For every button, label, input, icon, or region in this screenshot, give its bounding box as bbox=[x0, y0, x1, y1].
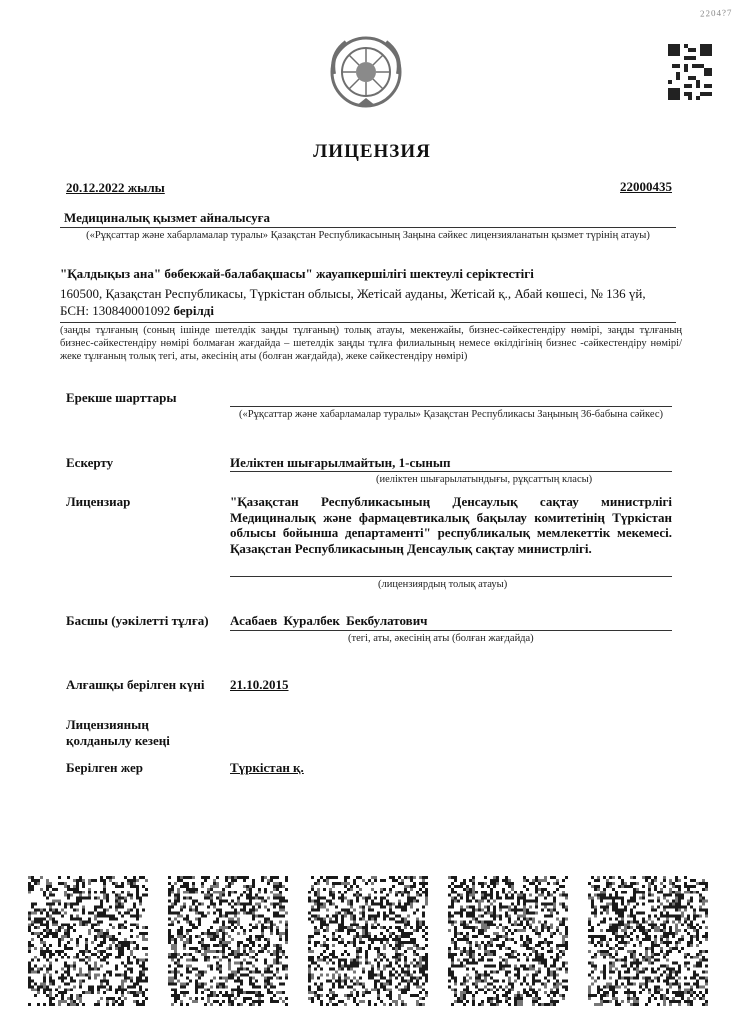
first-issued-label: Алғашқы берілген күні bbox=[66, 677, 205, 692]
place-label: Берілген жер bbox=[66, 760, 143, 775]
corner-serial: 2204?7 bbox=[699, 7, 733, 19]
security-pattern bbox=[448, 876, 568, 1006]
document-title: ЛИЦЕНЗИЯ bbox=[313, 141, 431, 162]
head-note: (тегі, аты, әкесінің аты (болған жағдайда) bbox=[348, 633, 534, 644]
first-issued-value: 21.10.2015 bbox=[230, 677, 289, 692]
security-pattern bbox=[168, 876, 288, 1006]
activity-note: («Рұқсаттар және хабарламалар туралы» Қазақстан Республикасының Заңына сәйкес лицензияланатын қызмет түрінің атауы) bbox=[86, 230, 650, 241]
divider bbox=[230, 630, 672, 631]
divider bbox=[60, 227, 676, 228]
activity-type: Медициналық қызмет айналысуға bbox=[64, 210, 271, 225]
holder-address-text: 160500, Қазақстан Республикасы, Түркістан облысы, Жетісай ауданы, Жетісай қ., Абай көшесі, № 136 үй, БСН: 130840001092 bbox=[60, 286, 646, 318]
divider bbox=[230, 471, 672, 472]
state-emblem-icon bbox=[328, 34, 404, 110]
qr-code-icon bbox=[668, 44, 712, 100]
holder-address bbox=[60, 285, 672, 319]
remark-label: Ескерту bbox=[66, 455, 114, 470]
holder-note: (заңды тұлғаның (соның ішінде шетелдік заңды тұлғаның) толық атауы, мекенжайы, бизнес-сәйкестендіру нөмірі, заңды тұлғаның бизнес-сәйкестендіру нөмірі болмаған жағдайда – шетелдік заңды тұлға филиалының немесе өкілдігінің бизнес -сәйкестендіру нөмірі/жеке тұлғаның толық тегі, аты, әкесінің аты (болған жағдайда), жеке сәйкестендіру нөмірі) bbox=[60, 325, 682, 362]
licensor-value: "Қазақстан Республикасының Денсаулық сақтау министрлігі Медициналық және фармацевтикалық бақылау комитетінің Түркістан облысы бойынша департаменті" республикалық мемлекеттік мекемесі. Қазақстан Республикасының Денсаулық сақтау министрлігі. bbox=[230, 494, 672, 556]
remark-note: (иеліктен шығарылатындығы, рұқсаттың класы) bbox=[376, 474, 593, 485]
special-conditions-note: («Рұқсаттар және хабарламалар туралы» Қазақстан Республикасы Заңының 36-бабына сәйкес) bbox=[239, 409, 663, 420]
divider bbox=[230, 406, 672, 407]
head-value: Асабаев Куралбек Бекбулатович bbox=[230, 613, 428, 628]
divider bbox=[230, 576, 672, 577]
validity-label: Лицензияның қолданылу кезеңі bbox=[66, 717, 170, 748]
place-value: Түркістан қ. bbox=[230, 760, 304, 775]
licensor-note: (лицензиярдың толық атауы) bbox=[378, 579, 508, 590]
license-number: 22000435 bbox=[620, 179, 672, 194]
holder-name: "Қалдықыз ана" бөбекжай-балабақшасы" жауапкершілігі шектеулі серіктестігі bbox=[60, 266, 534, 281]
issued-word: берілді bbox=[173, 303, 214, 318]
issue-date: 20.12.2022 жылы bbox=[66, 180, 165, 195]
head-label: Басшы (уәкілетті тұлға) bbox=[66, 613, 209, 628]
divider bbox=[60, 322, 676, 323]
licensor-label: Лицензиар bbox=[66, 494, 131, 509]
security-pattern bbox=[28, 876, 148, 1006]
security-pattern bbox=[308, 876, 428, 1006]
security-pattern bbox=[588, 876, 708, 1006]
remark-value: Иеліктен шығарылмайтын, 1-сынып bbox=[230, 455, 451, 470]
special-conditions-label: Ерекше шарттары bbox=[66, 390, 177, 405]
